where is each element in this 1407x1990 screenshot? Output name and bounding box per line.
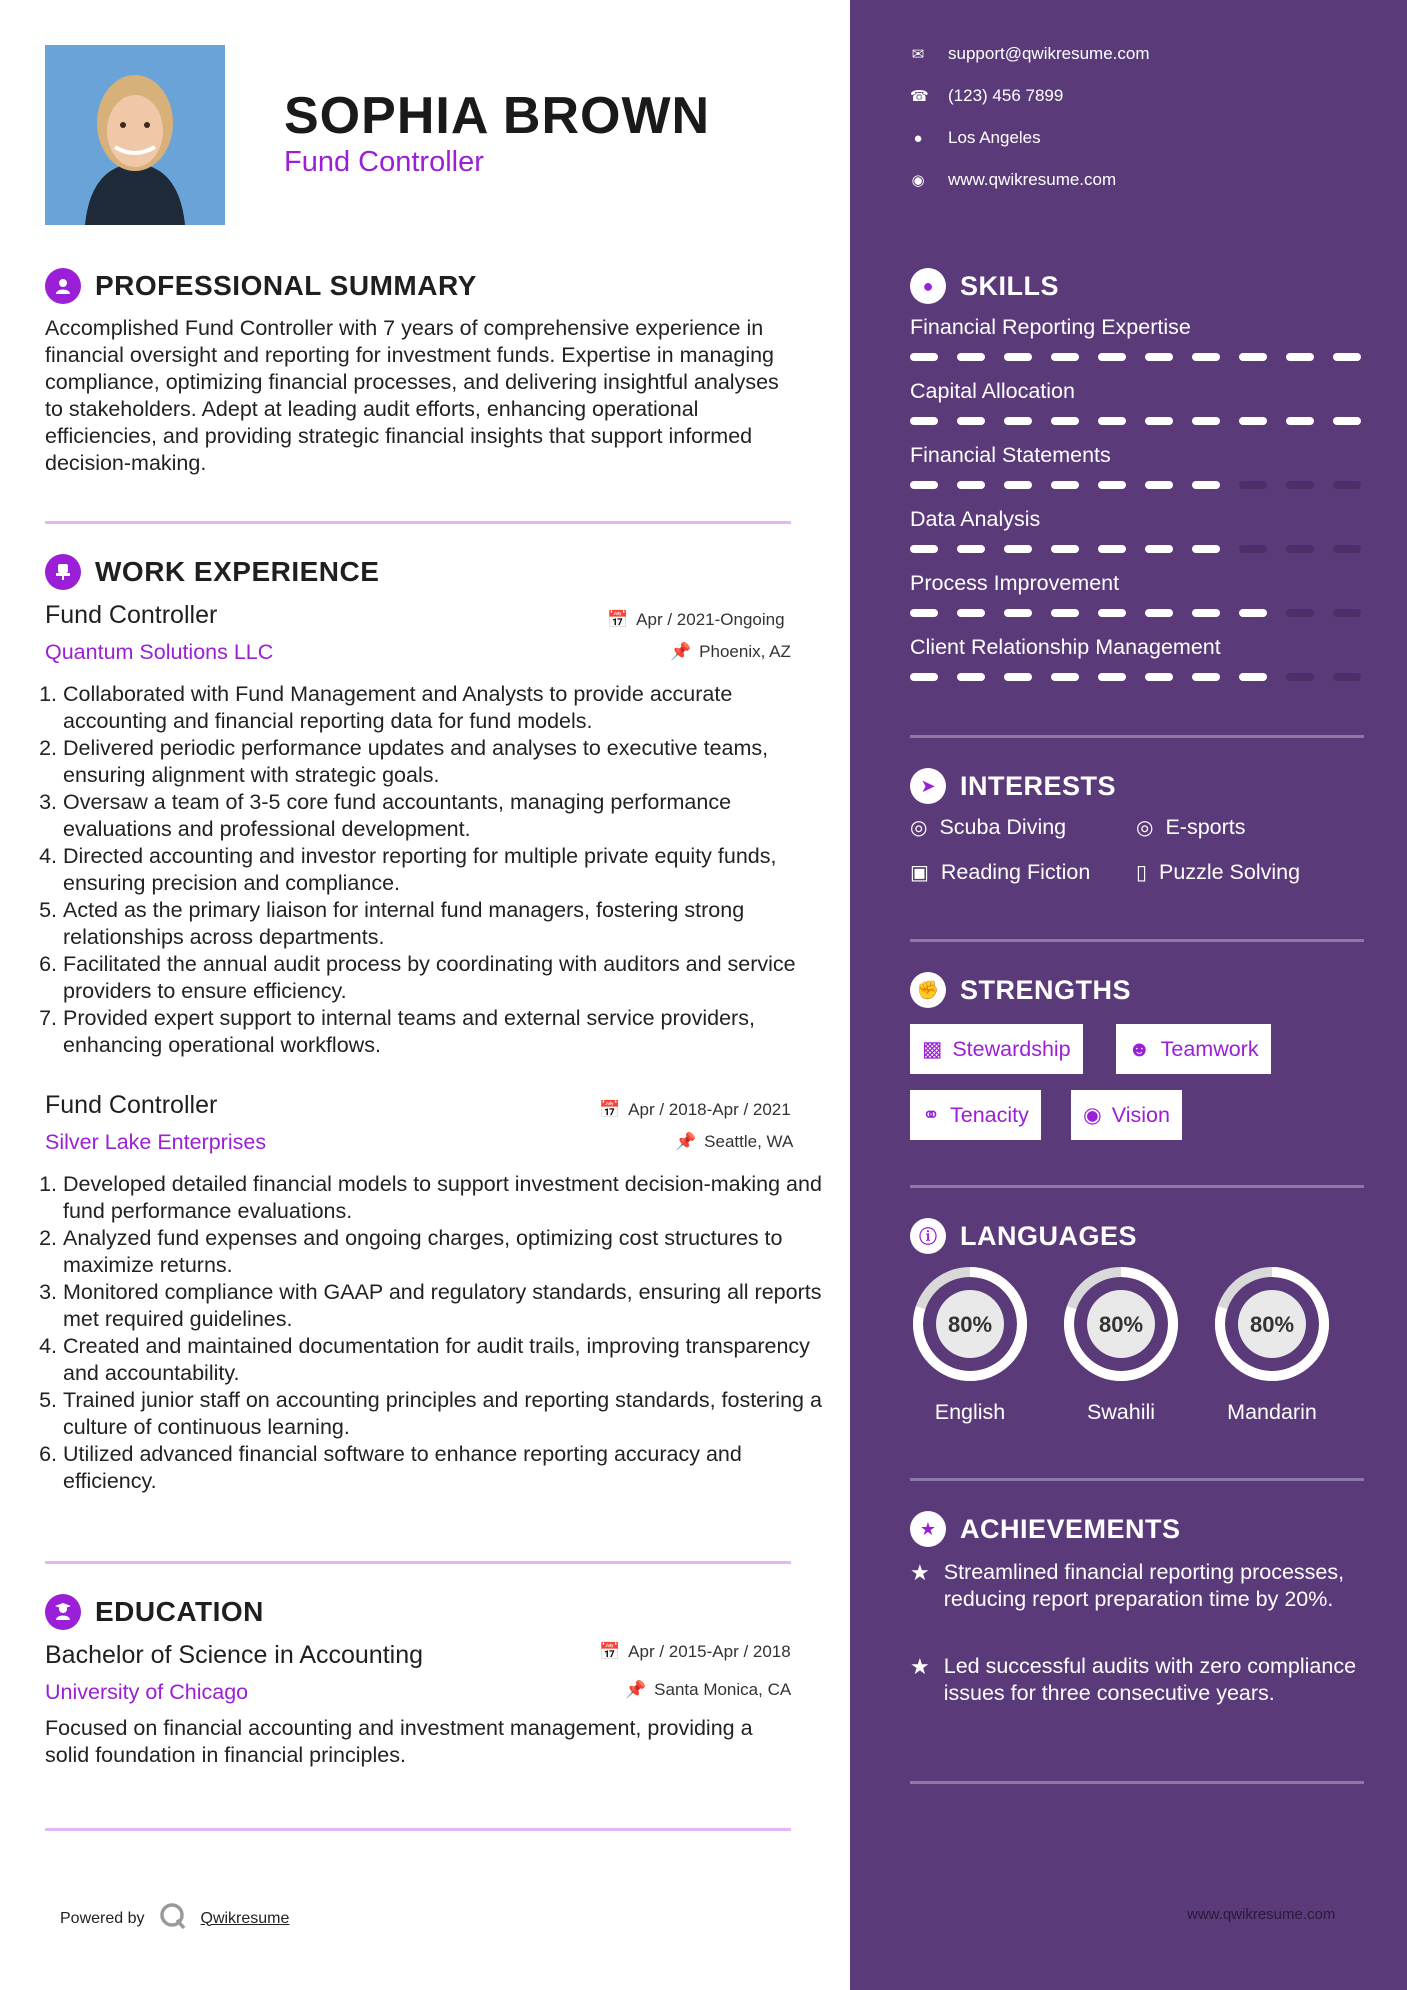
- duty-item: 4. Directed accounting and investor reporting for multiple private equity funds, ensuring precision and compliance.: [63, 843, 825, 897]
- job-title: Fund Controller: [45, 1091, 218, 1119]
- star-icon: ★: [910, 1511, 946, 1547]
- interests-header: [910, 768, 1116, 804]
- skill-segment: [1286, 481, 1314, 489]
- contact-website-text[interactable]: www.qwikresume.com: [948, 170, 1117, 189]
- skill-segment: [1004, 609, 1032, 617]
- skill-segment: [1286, 609, 1314, 617]
- skill-segment: [910, 417, 938, 425]
- summary-text: Accomplished Fund Controller with 7 years of comprehensive experience in financial oversight and reporting for investment funds. Expertise in managing compliance, optimizing financial processes, and delivering insightful analyses to stakeholders. Adept at leading audit efforts, enhancing operational efficiencies, and providing strategic financial insights that support informed decision-making.: [45, 316, 779, 475]
- gamepad-icon: ▣: [910, 862, 929, 884]
- skill-segment: [1239, 545, 1267, 553]
- job-location-text: Seattle, WA: [704, 1132, 794, 1151]
- pin-icon: 📌: [625, 1680, 647, 1699]
- powered-by: [60, 1902, 289, 1935]
- job-location-text: Phoenix, AZ: [699, 642, 791, 661]
- skill-label: Financial Reporting Expertise: [910, 315, 1191, 339]
- qwikresume-link[interactable]: Qwikresume: [200, 1909, 290, 1927]
- duty-item: 2. Analyzed fund expenses and ongoing charges, optimizing cost structures to maximize returns.: [63, 1225, 825, 1279]
- binoculars-icon: ◉: [1083, 1102, 1102, 1127]
- link-icon: ⚭: [922, 1102, 941, 1127]
- skill-segment: [1051, 353, 1079, 361]
- skill-level-bar: [910, 353, 1361, 361]
- skill-segment: [1333, 481, 1361, 489]
- lifebuoy-icon: ◎: [1136, 817, 1154, 839]
- skill-segment: [910, 673, 938, 681]
- users-icon: ☻: [1128, 1036, 1151, 1061]
- interest-label: Reading Fiction: [940, 860, 1091, 884]
- skill-segment: [1145, 481, 1173, 489]
- achievement-item: [910, 1653, 1370, 1707]
- skill-segment: [1098, 545, 1126, 553]
- education-location-text: Santa Monica, CA: [654, 1680, 792, 1699]
- job-location: [675, 1132, 793, 1152]
- mail-icon: ✉: [911, 46, 925, 63]
- strength-label: Stewardship: [952, 1036, 1071, 1061]
- language-name: Mandarin: [1227, 1400, 1317, 1424]
- skill-segment: [1192, 481, 1220, 489]
- strength-label: Vision: [1111, 1102, 1170, 1127]
- skill-segment: [1098, 417, 1126, 425]
- skill-segment: [910, 545, 938, 553]
- duty-item: 7. Provided expert support to internal teams and external service providers, enhancing operational workflows.: [63, 1005, 825, 1059]
- strength-tag: [910, 1024, 1083, 1074]
- skill-segment: [1239, 417, 1267, 425]
- skill-segment: [1098, 673, 1126, 681]
- lightbulb-icon: ●: [910, 268, 946, 304]
- skill-segment: [1145, 609, 1173, 617]
- calendar-icon: 📅: [607, 610, 629, 629]
- skill-level-bar: [910, 673, 1361, 681]
- job-dates-text: Apr / 2021-Ongoing: [636, 610, 785, 629]
- qwikresume-logo-icon: [159, 1902, 187, 1935]
- strengths-header: [910, 972, 1131, 1008]
- skill-segment: [1051, 481, 1079, 489]
- skill-level-bar: [910, 545, 1361, 553]
- skill-segment: [957, 609, 985, 617]
- duty-item: 6. Facilitated the annual audit process by coordinating with auditors and service providers to ensure efficiency.: [63, 951, 825, 1005]
- skill-label: Capital Allocation: [910, 379, 1075, 403]
- skill-segment: [957, 481, 985, 489]
- skill-segment: [1286, 353, 1314, 361]
- divider: [910, 1781, 1364, 1784]
- divider: [45, 1561, 791, 1564]
- education-school: University of Chicago: [45, 1680, 249, 1704]
- skill-segment: [910, 609, 938, 617]
- divider: [910, 1478, 1364, 1481]
- divider: [45, 1828, 791, 1831]
- contact-location: [910, 128, 1041, 148]
- skill-segment: [1098, 609, 1126, 617]
- graduate-icon: [45, 1594, 81, 1630]
- skill-segment: [1004, 673, 1032, 681]
- education-dates: [599, 1642, 791, 1662]
- profile-photo: [45, 45, 225, 225]
- skill-segment: [1098, 353, 1126, 361]
- contact-phone-text: (123) 456 7899: [948, 86, 1064, 105]
- calendar-icon: 📅: [599, 1100, 621, 1119]
- skill-segment: [1333, 609, 1361, 617]
- job-dates-text: Apr / 2018-Apr / 2021: [628, 1100, 791, 1119]
- skill-segment: [1286, 545, 1314, 553]
- duty-item: 2. Delivered periodic performance updates and analyses to executive teams, ensuring alignment with strategic goals.: [63, 735, 825, 789]
- education-degree: Bachelor of Science in Accounting: [45, 1641, 424, 1669]
- duty-item: 3. Oversaw a team of 3-5 core fund accountants, managing performance evaluations and professional development.: [63, 789, 825, 843]
- skill-segment: [957, 417, 985, 425]
- duty-item: 5. Trained junior staff on accounting principles and reporting standards, fostering a culture of continuous learning.: [63, 1387, 825, 1441]
- skill-segment: [1145, 545, 1173, 553]
- interest-label: Scuba Diving: [939, 815, 1067, 839]
- skill-segment: [910, 481, 938, 489]
- skill-level-bar: [910, 481, 1361, 489]
- languages-header: [910, 1218, 1137, 1254]
- paper-plane-icon: ➤: [910, 768, 946, 804]
- experience-header: [45, 554, 379, 590]
- location-pin-icon: ●: [913, 129, 923, 147]
- candidate-role: Fund Controller: [284, 146, 484, 178]
- skill-label: Financial Statements: [910, 443, 1111, 467]
- skill-segment: [1051, 609, 1079, 617]
- shooting-star-icon: ★: [910, 1654, 930, 1679]
- education-title: EDUCATION: [95, 1596, 264, 1627]
- pin-icon: 📌: [675, 1132, 697, 1151]
- education-description: Focused on financial accounting and investment management, providing a solid foundation in financial principles.: [45, 1716, 753, 1767]
- language-item: [1056, 1262, 1186, 1425]
- skill-segment: [1145, 673, 1173, 681]
- skill-segment: [1239, 673, 1267, 681]
- strength-tag: [910, 1090, 1041, 1140]
- skill-label: Client Relationship Management: [910, 635, 1221, 659]
- briefcase-icon: ▩: [922, 1036, 943, 1061]
- skill-level-bar: [910, 609, 1361, 617]
- footer-url[interactable]: www.qwikresume.com: [1187, 1906, 1336, 1923]
- skill-segment: [1145, 417, 1173, 425]
- chair-icon: [45, 554, 81, 590]
- shooting-star-icon: ★: [910, 1560, 930, 1585]
- summary-header: [45, 268, 477, 304]
- skill-segment: [1192, 673, 1220, 681]
- language-item: [905, 1262, 1035, 1425]
- strengths-title: STRENGTHS: [960, 974, 1132, 1005]
- skill-segment: [1239, 481, 1267, 489]
- strength-label: Tenacity: [950, 1102, 1029, 1127]
- achievements-header: [910, 1511, 1181, 1547]
- skill-segment: [1333, 353, 1361, 361]
- language-name: English: [934, 1400, 1006, 1424]
- skill-segment: [1004, 481, 1032, 489]
- language-ring: [1059, 1262, 1183, 1386]
- interest-label: Puzzle Solving: [1159, 860, 1301, 884]
- skill-segment: [1098, 481, 1126, 489]
- language-percent: 80%: [1249, 1312, 1295, 1337]
- skill-segment: [1333, 673, 1361, 681]
- skill-segment: [957, 673, 985, 681]
- skill-segment: [957, 545, 985, 553]
- divider: [910, 1185, 1364, 1188]
- job-location: [670, 642, 791, 662]
- language-percent: 80%: [1098, 1312, 1144, 1337]
- job-company: Silver Lake Enterprises: [45, 1130, 267, 1154]
- language-ring: [908, 1262, 1032, 1386]
- skill-segment: [1051, 417, 1079, 425]
- duty-item: 4. Created and maintained documentation for audit trails, improving transparency and accountability.: [63, 1333, 825, 1387]
- duty-item: 6. Utilized advanced financial software to enhance reporting accuracy and efficiency.: [63, 1441, 825, 1495]
- interest-item: [1136, 860, 1300, 885]
- powered-by-label: Powered by: [60, 1909, 145, 1927]
- user-icon: [45, 268, 81, 304]
- skill-level-bar: [910, 417, 1361, 425]
- language-ring: [1210, 1262, 1334, 1386]
- skill-segment: [1004, 545, 1032, 553]
- strength-label: Teamwork: [1160, 1036, 1259, 1061]
- contact-location-text: Los Angeles: [948, 128, 1041, 147]
- skill-segment: [1051, 545, 1079, 553]
- achievement-item: [910, 1559, 1370, 1613]
- phone-icon: ☎: [910, 88, 929, 105]
- job-title: Fund Controller: [45, 601, 218, 629]
- skill-segment: [1192, 609, 1220, 617]
- education-location: [625, 1680, 791, 1700]
- contact-phone: [910, 86, 1063, 106]
- job-dates: [607, 610, 785, 630]
- contact-email-text[interactable]: support@qwikresume.com: [948, 44, 1150, 63]
- strength-tag: [1116, 1024, 1271, 1074]
- skill-segment: [1051, 673, 1079, 681]
- interests-title: INTERESTS: [960, 770, 1117, 801]
- job-company: Quantum Solutions LLC: [45, 640, 274, 664]
- interest-item: [910, 815, 1066, 840]
- skill-segment: [1333, 417, 1361, 425]
- divider: [910, 939, 1364, 942]
- skill-segment: [957, 353, 985, 361]
- interest-label: E-sports: [1165, 815, 1246, 839]
- skill-segment: [1192, 353, 1220, 361]
- skill-label: Process Improvement: [910, 571, 1120, 595]
- globe-icon: ◉: [911, 172, 925, 189]
- fist-icon: ✊: [910, 972, 946, 1008]
- candidate-name: SOPHIA BROWN: [284, 87, 711, 145]
- strength-tag: [1071, 1090, 1182, 1140]
- skill-segment: [1192, 417, 1220, 425]
- skill-segment: [1004, 417, 1032, 425]
- skill-segment: [1239, 353, 1267, 361]
- calendar-icon: 📅: [599, 1642, 621, 1661]
- lifebuoy-icon: ◎: [910, 817, 928, 839]
- skill-segment: [910, 353, 938, 361]
- experience-title: WORK EXPERIENCE: [95, 556, 380, 587]
- contact-email: [910, 44, 1150, 64]
- duty-item: 3. Monitored compliance with GAAP and regulatory standards, ensuring all reports met required guidelines.: [63, 1279, 825, 1333]
- pin-icon: 📌: [670, 642, 692, 661]
- divider: [910, 735, 1364, 738]
- skill-segment: [1286, 417, 1314, 425]
- book-icon: ▯: [1136, 862, 1148, 884]
- language-item: [1207, 1262, 1337, 1425]
- translate-icon: ⓘ: [910, 1218, 946, 1254]
- achievement-text: Streamlined financial reporting processes, reducing report preparation time by 20%.: [943, 1560, 1345, 1611]
- skill-label: Data Analysis: [910, 507, 1041, 531]
- divider: [45, 521, 791, 524]
- skill-segment: [1286, 673, 1314, 681]
- interest-item: [1136, 815, 1246, 840]
- summary-title: PROFESSIONAL SUMMARY: [95, 270, 477, 301]
- duty-item: 1. Collaborated with Fund Management and Analysts to provide accurate accounting and financial reporting data for fund models.: [63, 681, 825, 735]
- duty-item: 1. Developed detailed financial models to support investment decision-making and fund performance evaluations.: [63, 1171, 825, 1225]
- achievement-text: Led successful audits with zero compliance issues for three consecutive years.: [943, 1654, 1357, 1705]
- job-duties: [36, 1171, 825, 1495]
- language-percent: 80%: [947, 1312, 993, 1337]
- education-header: [45, 1594, 264, 1630]
- job-duties: [36, 681, 825, 1059]
- skills-title: SKILLS: [960, 270, 1060, 301]
- skill-segment: [1145, 353, 1173, 361]
- skill-segment: [1192, 545, 1220, 553]
- duty-item: 5. Acted as the primary liaison for internal fund managers, fostering strong relationships across departments.: [63, 897, 825, 951]
- skill-segment: [1239, 609, 1267, 617]
- interest-item: [910, 860, 1090, 885]
- education-dates-text: Apr / 2015-Apr / 2018: [628, 1642, 791, 1661]
- skill-segment: [1004, 353, 1032, 361]
- skills-header: [910, 268, 1059, 304]
- languages-title: LANGUAGES: [960, 1220, 1138, 1251]
- achievements-title: ACHIEVEMENTS: [960, 1513, 1181, 1544]
- skill-segment: [1333, 545, 1361, 553]
- language-name: Swahili: [1086, 1400, 1156, 1424]
- contact-website: [910, 170, 1116, 190]
- job-dates: [599, 1100, 791, 1120]
